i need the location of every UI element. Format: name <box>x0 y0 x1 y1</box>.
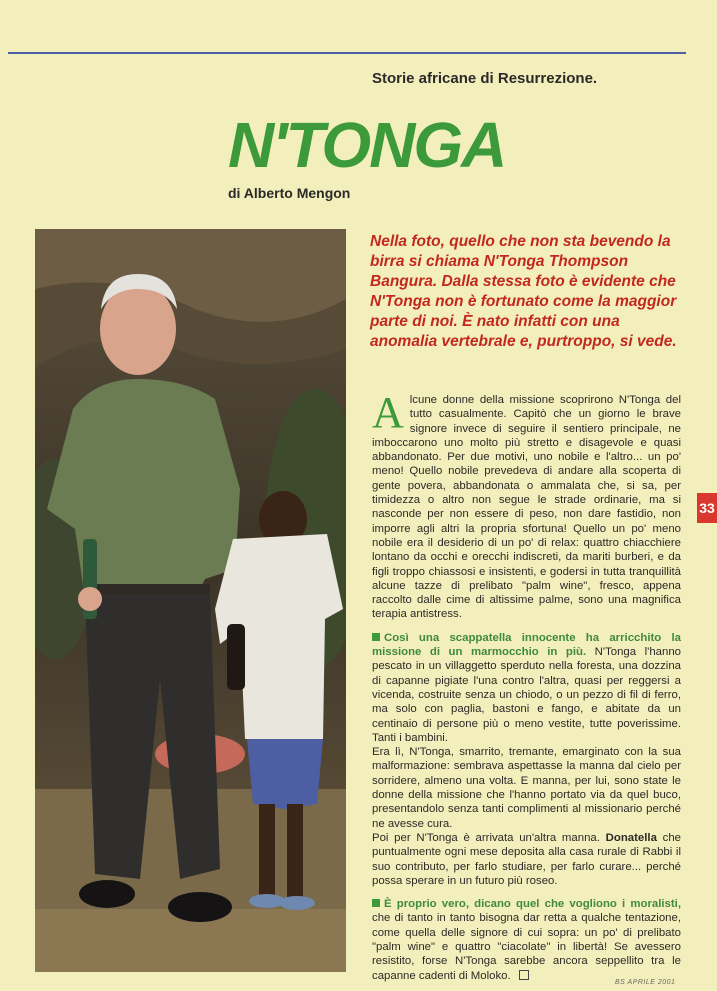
photo-caption: Nella foto, quello che non sta bevendo la birra si chiama N'Tonga Thompson Bangura. Dalla stessa foto è evidente che N'Tonga non è fortunato come la maggior parte di noi. È nato infatti con una anomalia vertebrale e, purtroppo, si vede. <box>370 233 677 350</box>
section-marker-icon <box>372 633 380 641</box>
section-marker-icon <box>372 899 380 907</box>
section-2-text: N'Tonga l'hanno pescato in un villaggetto sperduto nella foresta, una dozzina di capanne pigiate l'una contro l'altra, quasi per reggersi a vicenda, costruite senza un chiodo, o un pezzo di fil di ferro, ma solo con paglia, bastoni e fango, e abitate da un centinaio di persone più o meno vestite, tutte poverissime. Tanti i bambini. <box>372 646 681 744</box>
article-body <box>372 388 682 983</box>
header-rule <box>8 52 686 54</box>
section-3-text: che di tanto in tanto bisogna dar retta a qualche tentazione, come quella delle signore di cui sopra: un po' di prelibato "palm wine" e quattro "ciacolate" in libertà! Se avessero resistito, forse N'Tonga sarebbe ancora seppellito tra le capanne cadenti di Moloko. <box>372 912 681 982</box>
section-3 <box>372 897 681 983</box>
donor-name: Donatella <box>605 831 657 844</box>
drop-cap: A <box>372 388 404 437</box>
paragraph-4-start: Poi per N'Tonga è arrivata un'altra manna. <box>372 831 600 844</box>
series-title: Storie africane di Resurrezione. <box>372 70 598 87</box>
photo-illustration <box>35 229 346 972</box>
paragraph-3: Era lì, N'Tonga, smarrito, tremante, emarginato con la sua malformazione: sembrava aspettasse la manna dal cielo per sorridere, almeno una volta. E manna, per lui, sono state le donne della missione che l'hanno portato via da quel buco, presentandolo senza tanti complimenti al missionario perché ne avesse cura. <box>372 746 681 830</box>
paragraph-intro <box>372 388 681 622</box>
author-byline: di Alberto Mengon <box>228 185 351 201</box>
paragraph-4-end: che puntualmente ogni mese deposita alla casa rurale di Rabbi il suo contributo, per farlo studiare, per farlo curare... perché possa sperare in un futuro più roseo. <box>372 831 682 887</box>
paragraph-intro-text: lcune donne della missione scoprirono N'Tonga del tutto casualmente. Capitò che un giorno le brave signore invece di seguire il sentiero principale, ne imboccarono uno molto più stretto e disagevole e quasi abbandonato. Per due motivi, uno nobile e l'altro... un po' meno! Quello nobile prevedeva di andare alla scoperta di gente povera, abbandonata o ammalata che, si sa, per timidezza o altro non segue le strade ordinarie, ma si nasconde per non essere di peso, non dare fastidio, non imporre agli altri la propria sfortuna! Quello un po' meno nobile era il desiderio di un po' di relax: quattro chiacchiere lontano da occhi e orecchi indiscreti, da mariti burberi, e da figli troppo chiassosi e insistenti, e godersi in tutta tranquillità alcune tazze di prelibato "palm wine", fresco, appena raccolto dalle cime di altissime palme, sono una magnifica terapia antistress. <box>372 394 681 621</box>
section-2 <box>372 631 681 745</box>
footer-issue: BS APRILE 2001 <box>615 979 676 986</box>
section-3-lead: È proprio vero, dicano quel che vogliono i moralisti, <box>384 898 681 911</box>
end-mark-icon <box>519 970 529 980</box>
page-number: 33 <box>697 493 717 523</box>
section-2-lead: Così una scappatella innocente ha arricchito la missione di un marmocchio in più. <box>372 631 681 659</box>
article-photo <box>35 229 346 972</box>
article-title: N'TONGA <box>228 109 506 181</box>
paragraph-4 <box>372 831 681 888</box>
